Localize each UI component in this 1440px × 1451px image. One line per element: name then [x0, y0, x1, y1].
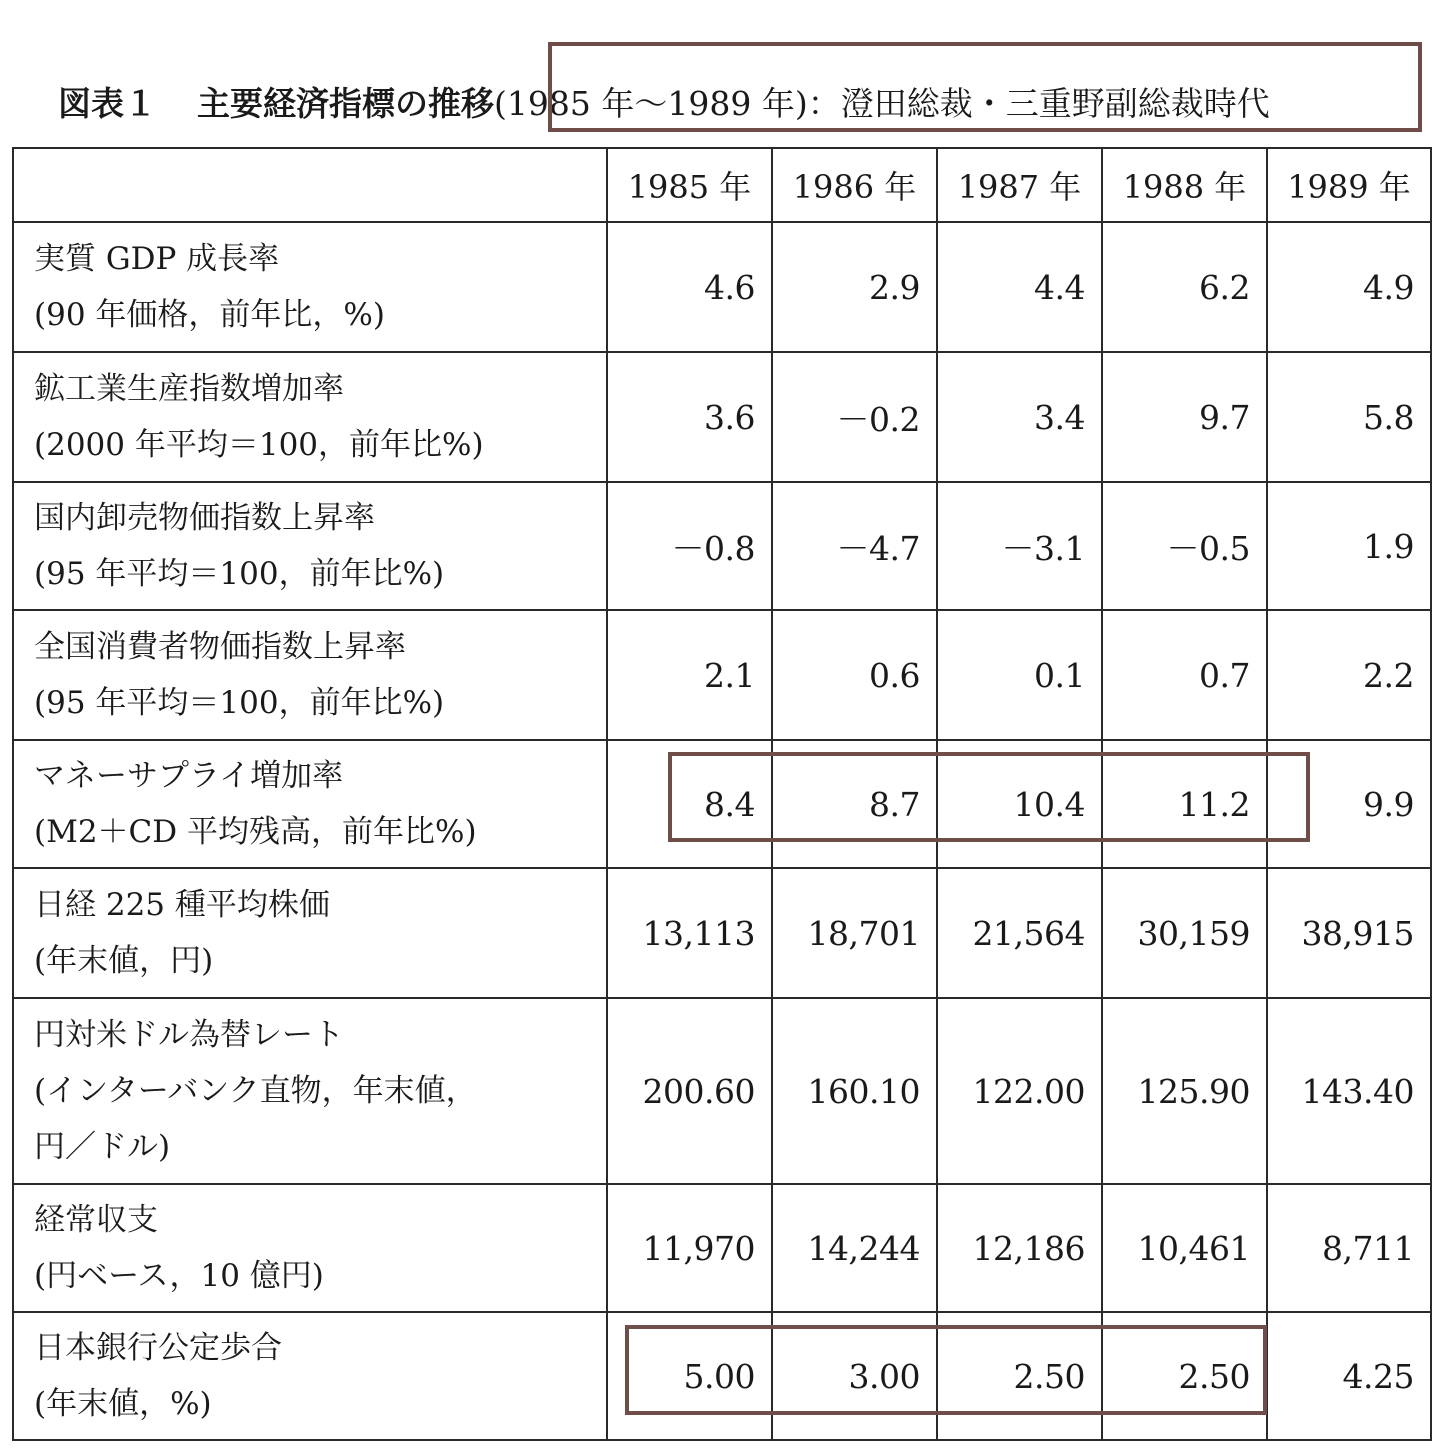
cell-value: 14,244: [772, 1184, 937, 1312]
cell-value: 12,186: [937, 1184, 1102, 1312]
table-row: [13, 610, 1431, 740]
cell-value: －3.1: [937, 482, 1102, 610]
cell-value: 5.00: [607, 1312, 772, 1440]
cell-value: 4.9: [1267, 222, 1431, 352]
cell-value: －0.8: [607, 482, 772, 610]
header-corner: [13, 148, 607, 222]
cell-value: 9.9: [1267, 740, 1431, 868]
cell-value: 4.4: [937, 222, 1102, 352]
column-header: 1986 年: [772, 148, 937, 222]
row-label: 全国消費者物価指数上昇率 (95 年平均＝100，前年比%): [13, 610, 607, 740]
cell-value: 125.90: [1102, 998, 1267, 1184]
cell-value: 10.4: [937, 740, 1102, 868]
column-header: 1987 年: [937, 148, 1102, 222]
cell-value: 21,564: [937, 868, 1102, 998]
cell-value: 18,701: [772, 868, 937, 998]
cell-value: 30,159: [1102, 868, 1267, 998]
cell-value: 8.4: [607, 740, 772, 868]
cell-value: 200.60: [607, 998, 772, 1184]
cell-value: 2.2: [1267, 610, 1431, 740]
cell-value: 4.25: [1267, 1312, 1431, 1440]
cell-value: 1.9: [1267, 482, 1431, 610]
row-label: 国内卸売物価指数上昇率 (95 年平均＝100，前年比%): [13, 482, 607, 610]
cell-value: －0.2: [772, 352, 937, 482]
table-row: [13, 1184, 1431, 1312]
cell-value: －0.5: [1102, 482, 1267, 610]
cell-value: 122.00: [937, 998, 1102, 1184]
cell-value: 5.8: [1267, 352, 1431, 482]
table-title-period: (1985 年～1989 年)：澄田総裁・三重野副総裁時代: [494, 84, 1270, 123]
row-label: 実質 GDP 成長率 (90 年価格，前年比，%): [13, 222, 607, 352]
cell-value: 4.6: [607, 222, 772, 352]
cell-value: 6.2: [1102, 222, 1267, 352]
table-row: [13, 998, 1431, 1184]
row-label: 円対米ドル為替レート (インターバンク直物，年末値， 円／ドル): [13, 998, 607, 1184]
cell-value: 0.6: [772, 610, 937, 740]
cell-value: 2.1: [607, 610, 772, 740]
cell-value: 3.00: [772, 1312, 937, 1440]
table-row: [13, 740, 1431, 868]
cell-value: 143.40: [1267, 998, 1431, 1184]
table-row: [13, 352, 1431, 482]
cell-value: 38,915: [1267, 868, 1431, 998]
table-number: 図表１: [58, 84, 157, 123]
table-title-text: 主要経済指標の推移: [197, 84, 494, 123]
cell-value: 11.2: [1102, 740, 1267, 868]
column-header: 1988 年: [1102, 148, 1267, 222]
cell-value: 3.4: [937, 352, 1102, 482]
row-label: 鉱工業生産指数増加率 (2000 年平均＝100，前年比%): [13, 352, 607, 482]
column-header: 1989 年: [1267, 148, 1431, 222]
economic-indicators-table: [12, 147, 1432, 1441]
cell-value: 11,970: [607, 1184, 772, 1312]
cell-value: 160.10: [772, 998, 937, 1184]
table-row: [13, 482, 1431, 610]
cell-value: 2.50: [1102, 1312, 1267, 1440]
column-header: 1985 年: [607, 148, 772, 222]
row-label: 日本銀行公定歩合 (年末値，%): [13, 1312, 607, 1440]
cell-value: －4.7: [772, 482, 937, 610]
cell-value: 2.50: [937, 1312, 1102, 1440]
header-row: [13, 148, 1431, 222]
cell-value: 8.7: [772, 740, 937, 868]
row-label: 日経 225 種平均株価 (年末値，円): [13, 868, 607, 998]
table-row: [13, 868, 1431, 998]
cell-value: 10,461: [1102, 1184, 1267, 1312]
row-label: 経常収支 (円ベース，10 億円): [13, 1184, 607, 1312]
cell-value: 2.9: [772, 222, 937, 352]
cell-value: 13,113: [607, 868, 772, 998]
cell-value: 0.7: [1102, 610, 1267, 740]
cell-value: 8,711: [1267, 1184, 1431, 1312]
cell-value: 3.6: [607, 352, 772, 482]
cell-value: 9.7: [1102, 352, 1267, 482]
table-row: [13, 1312, 1431, 1440]
cell-value: 0.1: [937, 610, 1102, 740]
table-title: [58, 78, 1270, 125]
table-row: [13, 222, 1431, 352]
row-label: マネーサプライ増加率 (M2＋CD 平均残高，前年比%): [13, 740, 607, 868]
